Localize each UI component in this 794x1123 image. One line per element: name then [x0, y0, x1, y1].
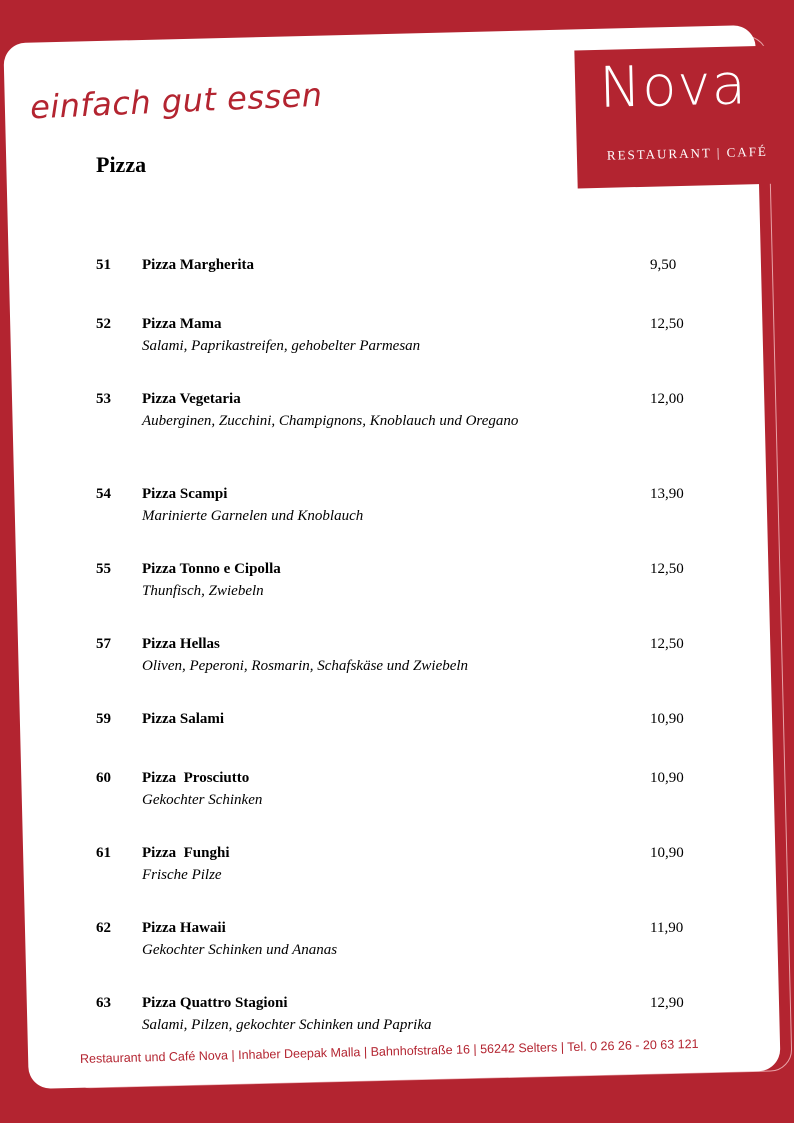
item-number: 51	[96, 257, 111, 273]
item-name: Pizza Mama	[142, 316, 222, 332]
restaurant-logo	[574, 46, 781, 189]
item-description: Salami, Pilzen, gekochter Schinken und Paprika	[142, 1017, 432, 1033]
item-number: 52	[96, 316, 111, 332]
item-price: 12,90	[650, 995, 684, 1011]
item-name: Pizza Vegetaria	[142, 391, 241, 407]
item-description: Auberginen, Zucchini, Champignons, Knoblauch und Oregano	[142, 413, 519, 429]
tagline: einfach gut essen	[29, 75, 324, 127]
item-name: Pizza Salami	[142, 711, 225, 727]
item-number: 60	[96, 770, 111, 786]
item-name: Pizza Margherita	[142, 257, 255, 273]
page-title: Pizza	[96, 152, 147, 177]
logo-word: Nova	[598, 52, 748, 121]
item-number: 61	[96, 845, 111, 861]
item-number: 54	[96, 486, 111, 502]
item-price: 12,50	[650, 636, 684, 652]
item-number: 59	[96, 711, 111, 727]
item-description: Gekochter Schinken und Ananas	[142, 942, 338, 958]
item-price: 9,50	[650, 257, 677, 273]
item-price: 10,90	[650, 845, 684, 861]
item-number: 62	[96, 920, 111, 936]
item-name: Pizza Tonno e Cipolla	[142, 561, 281, 577]
item-number: 57	[96, 636, 111, 652]
item-name: Pizza Prosciutto	[142, 770, 250, 786]
footer-address: Restaurant und Café Nova | Inhaber Deepak Malla | Bahnhofstraße 16 | 56242 Selters | Tel. 0 26 26 - 20 63 121	[79, 1036, 699, 1066]
item-price: 13,90	[650, 486, 684, 502]
item-description: Frische Pilze	[142, 867, 222, 883]
item-price: 12,00	[650, 391, 684, 407]
item-description: Salami, Paprikastreifen, gehobelter Parmesan	[142, 338, 421, 354]
item-price: 10,90	[650, 711, 684, 727]
logo-subtitle: RESTAURANT | CAFÉ	[606, 143, 769, 163]
item-price: 11,90	[650, 920, 684, 936]
item-name: Pizza Hellas	[142, 636, 220, 652]
item-description: Marinierte Garnelen und Knoblauch	[142, 508, 364, 524]
item-number: 63	[96, 995, 111, 1011]
item-description: Oliven, Peperoni, Rosmarin, Schafskäse und Zwiebeln	[142, 658, 469, 674]
item-price: 12,50	[650, 561, 684, 577]
item-name: Pizza Hawaii	[142, 920, 226, 936]
item-number: 55	[96, 561, 111, 577]
item-price: 10,90	[650, 770, 684, 786]
item-name: Pizza Scampi	[142, 486, 228, 502]
item-description: Gekochter Schinken	[142, 792, 263, 808]
item-description: Thunfisch, Zwiebeln	[142, 583, 264, 599]
item-name: Pizza Quattro Stagioni	[142, 995, 288, 1011]
item-name: Pizza Funghi	[142, 845, 230, 861]
item-price: 12,50	[650, 316, 684, 332]
item-number: 53	[96, 391, 111, 407]
